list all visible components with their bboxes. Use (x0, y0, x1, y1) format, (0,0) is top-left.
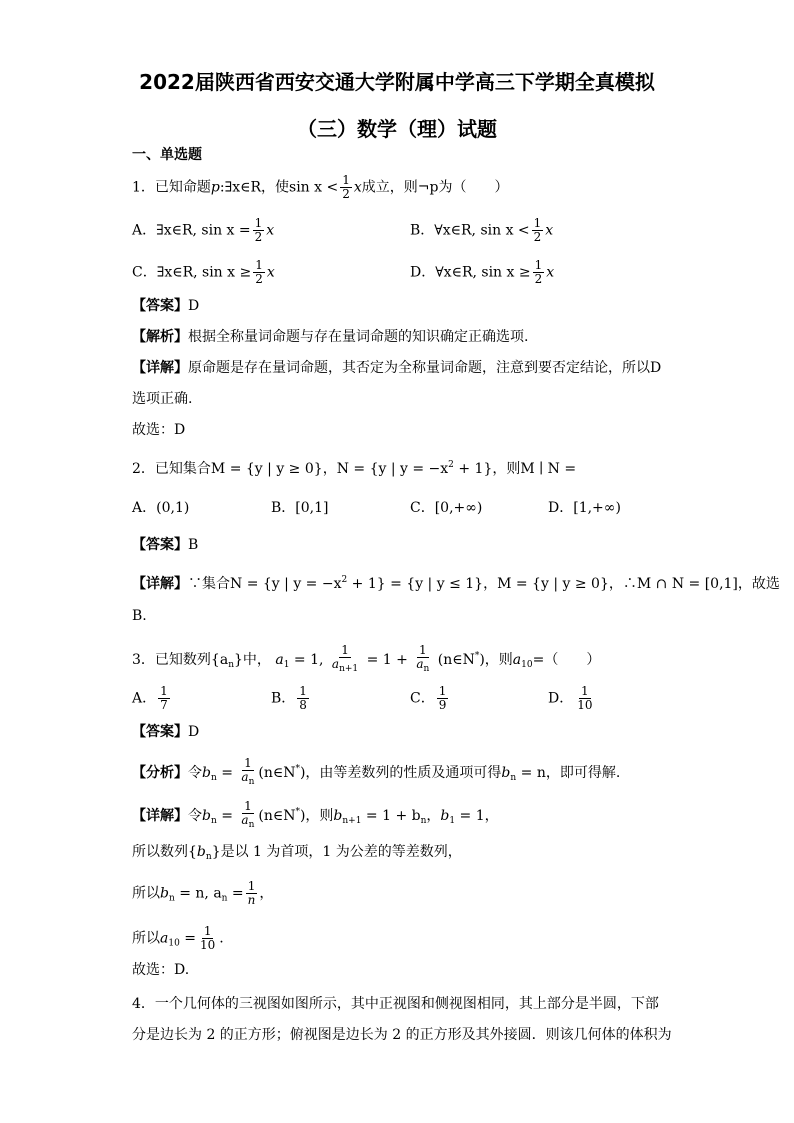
q3-detail-line1: 【详解】令$b_n$ = $\frac{1}{a_n}$ (n∈N*)，则$b_{n+1} = 1 + b_n$，$b_1 = 1$， (132, 799, 499, 830)
q1-option-c: C．∃x∈R, sin x ≥ $\frac{1}{2}$ x (132, 258, 275, 286)
q1-choice: 故选：D (132, 422, 186, 438)
q3-stem: 3．已知数列$\{a_n\}$中， $a_1 = 1$, $\frac{1}{a_{n+1}}$ = 1 + $\frac{1}{a_n}$ (n∈N*)，则$a_{10}=$（ ） (132, 643, 601, 674)
q2-detail-line2: B. (132, 608, 147, 624)
q4-stem-line1: 4．一个几何体的三视图如图所示，其中正视图和侧视图相同，其上部分是半圆，下部 (132, 996, 659, 1012)
page-title-line2: （三）数学（理）试题 (297, 117, 497, 141)
q1-detail-line2: 选项正确. (132, 391, 193, 407)
q2-option-c: C．[0,+∞) (410, 500, 483, 516)
q3-detail-line4: 所以$a_{10}$ = $\frac{1}{10}$ . (132, 924, 224, 952)
q1-option-d: D．∀x∈R, sin x ≥ $\frac{1}{2}$ x (410, 258, 555, 286)
q3-analysis: 【分析】令$b_n$ = $\frac{1}{a_n}$ (n∈N*)，由等差数列的性质及通项可得$b_n = n$，即可得解. (132, 756, 621, 787)
q2-option-d: D．[1,+∞) (548, 500, 621, 516)
q1-option-a: A．∃x∈R, sin x = $\frac{1}{2}$ x (132, 216, 275, 244)
q1-stem: 1．已知命题p:∃x∈R，使sin x < $\frac{1}{2}$ x成立，则¬p为（ ） (132, 173, 509, 201)
q1-detail-line1: 【详解】原命题是存在量词命题，其否定为全称量词命题，注意到要否定结论，所以D (132, 360, 662, 376)
q3-answer: 【答案】D (132, 724, 200, 740)
q3-choice: 故选：D. (132, 962, 190, 978)
q3-detail-line3: 所以$b_n = n$, $a_n$ = $\frac{1}{n}$ ， (132, 879, 274, 907)
section-heading: 一、单选题 (132, 147, 202, 163)
q3-option-c: C． $\frac{1}{9}$ (410, 684, 447, 712)
q2-answer: 【答案】B (132, 537, 199, 553)
q3-detail-line2: 所以数列$\{b_n\}$是以 1 为首项，1 为公差的等差数列， (132, 844, 462, 862)
q2-option-a: A．(0,1) (132, 500, 190, 516)
q1-option-b: B．∀x∈R, sin x < $\frac{1}{2}$ x (410, 216, 554, 244)
q3-option-a: A． $\frac{1}{7}$ (132, 684, 168, 712)
q3-option-d: D． $\frac{1}{10}$ (548, 684, 593, 712)
q2-detail-line1: 【详解】∵集合N = {y | $y = -x^2 + 1\} = \{y$ | y ≤ 1}，M = {y | y ≥ 0}，∴M ∩ N = [0,1]，故选 (132, 575, 780, 592)
q2-option-b: B．[0,1] (271, 500, 329, 516)
q4-stem-line2: 分是边长为 2 的正方形；俯视图是边长为 2 的正方形及其外接圆．则该几何体的体积为 (132, 1027, 672, 1043)
q2-stem: 2．已知集合M = {y | y ≥ 0}，N = {y | $y = -x^2 + 1$}，则M ∣ N = (132, 460, 577, 477)
q3-option-b: B． $\frac{1}{8}$ (271, 684, 307, 712)
q1-answer: 【答案】D (132, 298, 200, 314)
page-title-line1: 2022届陕西省西安交通大学附属中学高三下学期全真模拟 (139, 70, 655, 94)
q1-analysis: 【解析】根据全称量词命题与存在量词命题的知识确定正确选项. (132, 329, 529, 345)
